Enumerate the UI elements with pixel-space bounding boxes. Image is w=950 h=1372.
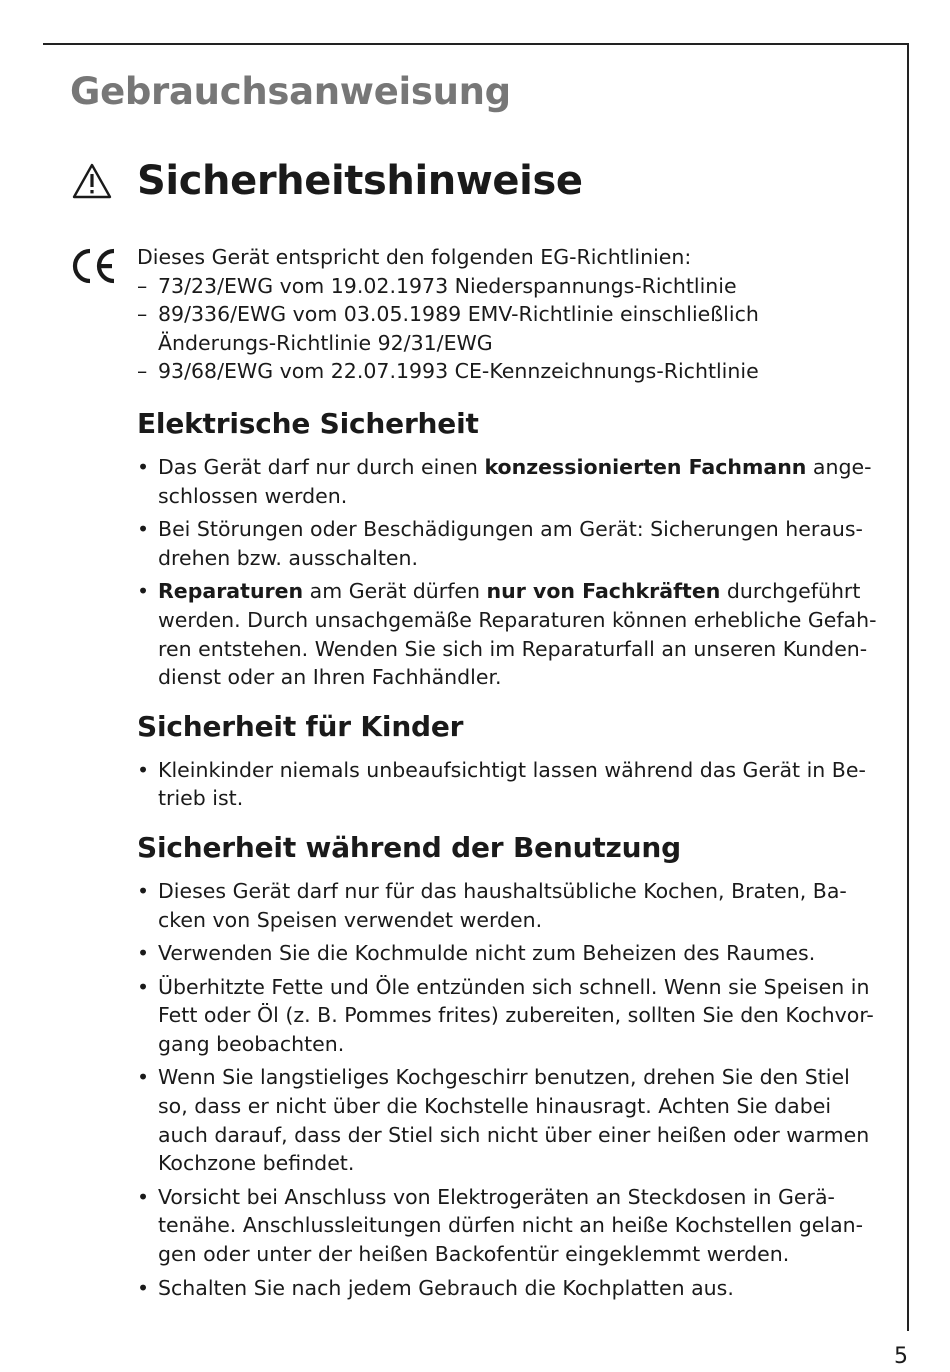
page-header-title: Gebrauchsanweisung <box>70 70 511 113</box>
directive-item: – 89/336/EWG vom 03.05.1989 EMV-Richtlinie einschließlich <box>137 302 759 327</box>
bullet-icon: • <box>137 757 150 782</box>
bullet-icon: • <box>137 454 150 479</box>
bullet-icon: • <box>137 974 150 999</box>
list-item: • Verwenden Sie die Kochmulde nicht zum Beheizen des Raumes. <box>137 939 897 968</box>
bullet-icon: • <box>137 878 150 903</box>
bullet-icon: • <box>137 517 150 542</box>
usage-safety-heading: Sicherheit während der Benutzung <box>137 830 681 864</box>
page-number: 5 <box>894 1344 908 1369</box>
warning-triangle-icon <box>72 163 112 199</box>
directive-item: – 73/23/EWG vom 19.02.1973 Niederspannungs-Richtlinie <box>137 273 737 298</box>
top-rule <box>43 43 909 45</box>
list-item: • Dieses Gerät darf nur für das haushaltsübliche Kochen, Braten, Ba- cken von Speisen verwendet werden. <box>137 878 847 932</box>
child-safety-heading: Sicherheit für Kinder <box>137 709 464 743</box>
list-item: • Kleinkinder niemals unbeaufsichtigt lassen während das Gerät in Be- trieb ist. <box>137 757 866 811</box>
section-title: Sicherheitshinweise <box>137 158 583 204</box>
bullet-icon: • <box>137 1065 150 1090</box>
list-item: • Bei Störungen oder Beschädigungen am Gerät: Sicherungen heraus- drehen bzw. ausschalten. <box>137 517 863 570</box>
bullet-icon: • <box>137 1184 150 1209</box>
content-column <box>137 243 897 1307</box>
right-rule <box>907 43 909 1331</box>
bullet-icon: • <box>137 579 150 604</box>
ce-directives-block <box>137 243 897 386</box>
list-item: • Vorsicht bei Anschluss von Elektrogeräten an Steckdosen in Gerä- tenähe. Anschlussleitungen dürfen nicht an heiße Kochstellen gelan- gen oder unter der heißen Backofentür eingeklemmt werden. <box>137 1184 864 1267</box>
list-item: • Wenn Sie langstieliges Kochgeschirr benutzen, drehen Sie den Stiel so, dass er nicht über die Kochstelle hinausragt. Achten Sie dabei auch darauf, dass der Stiel sich nicht über einer heißen oder warmen Kochzone befindet. <box>137 1065 870 1176</box>
ce-mark-icon <box>68 245 118 287</box>
bullet-icon: • <box>137 1275 150 1300</box>
directive-item: – 93/68/EWG vom 22.07.1993 CE-Kennzeichnungs-Richtlinie <box>137 359 759 384</box>
list-item: • Überhitzte Fette und Öle entzünden sich schnell. Wenn sie Speisen in Fett oder Öl (z. B. Pommes frites) zubereiten, sollten Sie den Kochvor- gang beobachten. <box>137 974 874 1056</box>
list-item: • Das Gerät darf nur durch einen konzessionierten Fachmann ange- schlossen werden. <box>137 454 872 508</box>
list-item: • Schalten Sie nach jedem Gebrauch die Kochplatten aus. <box>137 1274 897 1303</box>
electrical-safety-heading: Elektrische Sicherheit <box>137 406 479 440</box>
bullet-icon: • <box>137 941 150 966</box>
directive-item-continuation: Änderungs-Richtlinie 92/31/EWG <box>158 330 493 355</box>
ce-intro-text: Dieses Gerät entspricht den folgenden EG-Richtlinien: <box>137 245 692 269</box>
list-item: • Reparaturen am Gerät dürfen nur von Fachkräften durchgeführt werden. Durch unsachgemäße Reparaturen können erhebliche Gefah- ren entstehen. Wenden Sie sich im Reparaturfall an unseren Kunden- dienst oder an Ihren Fachhändler. <box>137 579 877 690</box>
